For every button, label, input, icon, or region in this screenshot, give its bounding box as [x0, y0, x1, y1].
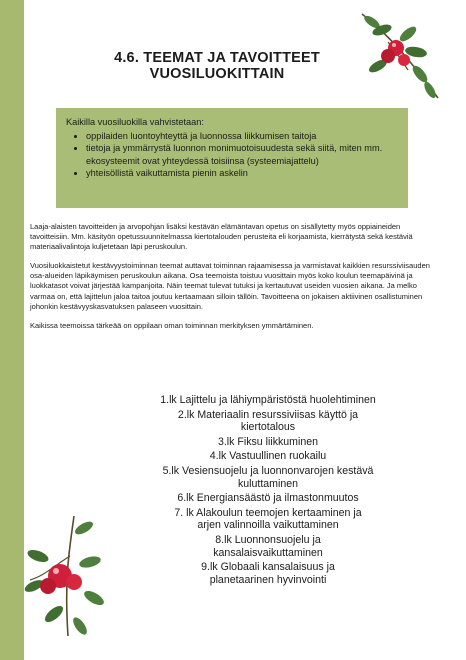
- grade-theme-line: planetaarinen hyvinvointi: [209, 573, 327, 586]
- list-item: [108, 394, 428, 407]
- grade-theme-line: 9.lk Globaali kansalaisuus ja: [201, 561, 335, 574]
- list-item: [108, 561, 428, 586]
- grade-theme-line: kansalaisvaikuttaminen: [213, 546, 323, 559]
- grade-theme-line: arjen valinnoilla vaikuttaminen: [197, 519, 339, 532]
- body-text: [30, 222, 436, 340]
- list-item: [108, 507, 428, 532]
- list-item: [108, 492, 428, 505]
- side-color-band: [0, 0, 24, 660]
- grade-theme-line: kuluttaminen: [237, 477, 299, 490]
- grade-themes-list: [108, 394, 428, 588]
- list-item: [108, 409, 428, 434]
- list-item: [108, 534, 428, 559]
- list-item: • tietoja ja ymmärrystä luonnon monimuotoisuudesta sekä siitä, miten mm. ekosysteemit ovat yhteydessä toisiinsa (systeemiajattelu): [86, 142, 398, 166]
- paragraph: Kaikissa teemoissa tärkeää on oppilaan oman toiminnan merkityksen ymmärtäminen.: [30, 320, 314, 330]
- grade-theme-line: 4.lk Vastuullinen ruokailu: [209, 450, 327, 463]
- list-item: • oppilaiden luontoyhteyttä ja luonnossa liikkumisen taitoja: [86, 130, 398, 142]
- lingonberry-sprig-icon: [358, 12, 442, 100]
- grade-theme-line: 8.lk Luonnonsuojelu ja: [215, 533, 321, 546]
- list-item: [108, 465, 428, 490]
- paragraph: Vuosiluokkaistetut kestävyystoiminnan teemat auttavat toiminnan rajaamisessa ja varmistavat kaikkien resurssiviisauden osa-alueiden läpikäymisen peruskoulun aikana. Osa teemoista toistuu vuosittain myös koko koulun teemapäivinä ja luokkatasot voivat järjestää kampanjoita. Näin teemat tulevat tutuksi ja kertautuvat useiden vuosien aikana. Ja melko varmaa on, että lajittelun jaloa taitoa joutuu kertaamaan silloin tällöin. Tavoitteena on jokaisen aktiivinen osallistuminen johonkin kestävyyskasvatuksen palaseen vuosittain.: [30, 261, 430, 311]
- page-title: [72, 50, 362, 82]
- page-title-line-2: VUOSILUOKITTAIN: [149, 66, 285, 82]
- grade-theme-line: 1.lk Lajittelu ja lähiympäristöstä huolehtiminen: [160, 394, 376, 406]
- goals-list: [66, 130, 398, 179]
- list-item: [108, 436, 428, 449]
- goals-callout-box: [56, 108, 408, 208]
- grade-theme-line: 5.lk Vesiensuojelu ja luonnonvarojen kestävä: [162, 464, 374, 477]
- list-item: [108, 450, 428, 463]
- grade-theme-line: 2.lk Materiaalin resurssiviisas käyttö ja: [177, 408, 359, 421]
- grade-theme-line: kiertotalous: [240, 421, 296, 434]
- grade-theme-line: 6.lk Energiansäästö ja ilmastonmuutos: [177, 492, 359, 505]
- lingonberry-sprig-icon: [24, 516, 116, 640]
- paragraph: Laaja-alaisten tavoitteiden ja arvopohjan lisäksi kestävän elämäntavan opetus on sisällytetty myös oppiaineiden tavoitteisiin. Mm. käsityön opetussuunnitelmassa kiertotalouden perusteita eli korjaamista, kierrätystä sekä kestäviä materiaalivalintoja kuljetetaan läpi peruskoulun.: [30, 222, 413, 252]
- page-title-line-1: 4.6. TEEMAT JA TAVOITTEET: [114, 50, 320, 66]
- grade-theme-line: 3.lk Fiksu liikkuminen: [217, 435, 319, 448]
- list-item: • yhteisöllistä vaikuttamista pienin askelin: [86, 167, 398, 179]
- callout-intro: Kaikilla vuosiluokilla vahvistetaan:: [66, 117, 204, 127]
- grade-theme-line: 7. lk Alakoulun teemojen kertaaminen ja: [174, 506, 362, 519]
